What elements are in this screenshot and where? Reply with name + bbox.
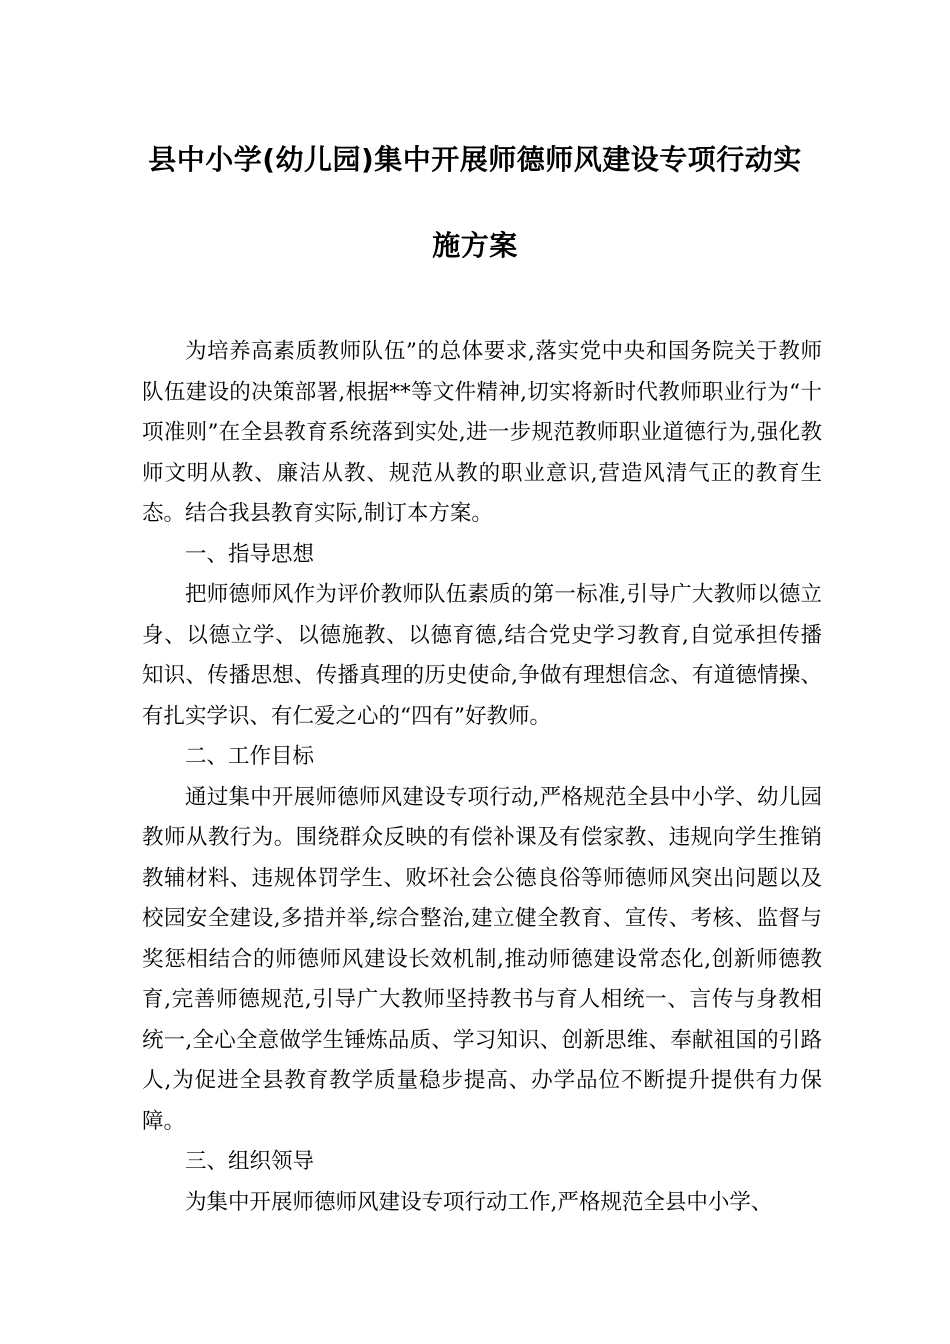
document-body — [142, 332, 822, 1223]
section-heading-work-goals: 二、工作目标 — [185, 744, 315, 769]
document-title-line-2: 施方案 — [432, 229, 518, 262]
document-title-line-1: 县中小学(幼儿园)集中开展师德师风建设专项行动实 — [148, 143, 802, 176]
section-heading-guiding-ideology: 一、指导思想 — [185, 541, 315, 567]
work-goals-paragraph: 通过集中开展师德师风建设专项行动,严格规范全县中小学、幼儿园教师从教行为。围绕群众反映的有偿补课及有偿家教、违规向学生推销教辅材料、违规体罚学生、败坏社会公德良俗等师德师风突出问题以及校园安全建设,多措并举,综合整治,建立健全教育、宣传、考核、监督与奖惩相结合的师德师风建设长效机制,推动师德建设常态化,创新师德教育,完善师德规范,引导广大教师坚持教书与育人相统一、言传与身教相统一,全心全意做学生锤炼品质、学习知识、创新思维、奉献祖国的引路人,为促进全县教育教学质量稳步提高、办学品位不断提升提供有力保障。 — [142, 784, 822, 1134]
organization-paragraph: 为集中开展师德师风建设专项行动工作,严格规范全县中小学、 — [185, 1189, 773, 1215]
intro-paragraph: 为培养高素质教师队伍”的总体要求,落实党中央和国务院关于教师队伍建设的决策部署,根据**等文件精神,切实将新时代教师职业行为“十项准则”在全县教育系统落到实处,进一步规范教师职业道德行为,强化教师文明从教、廉洁从教、规范从教的职业意识,营造风清气正的教育生态。结合我县教育实际,制订本方案。 — [142, 339, 822, 526]
section-heading-organization: 三、组织领导 — [185, 1149, 315, 1174]
guiding-ideology-paragraph: 把师德师风作为评价教师队伍素质的第一标准,引导广大教师以德立身、以德立学、以德施教、以德育德,结合党史学习教育,自觉承担传播知识、传播思想、传播真理的历史使命,争做有理想信念、有道德情操、有扎实学识、有仁爱之心的“四有”好教师。 — [142, 582, 822, 729]
